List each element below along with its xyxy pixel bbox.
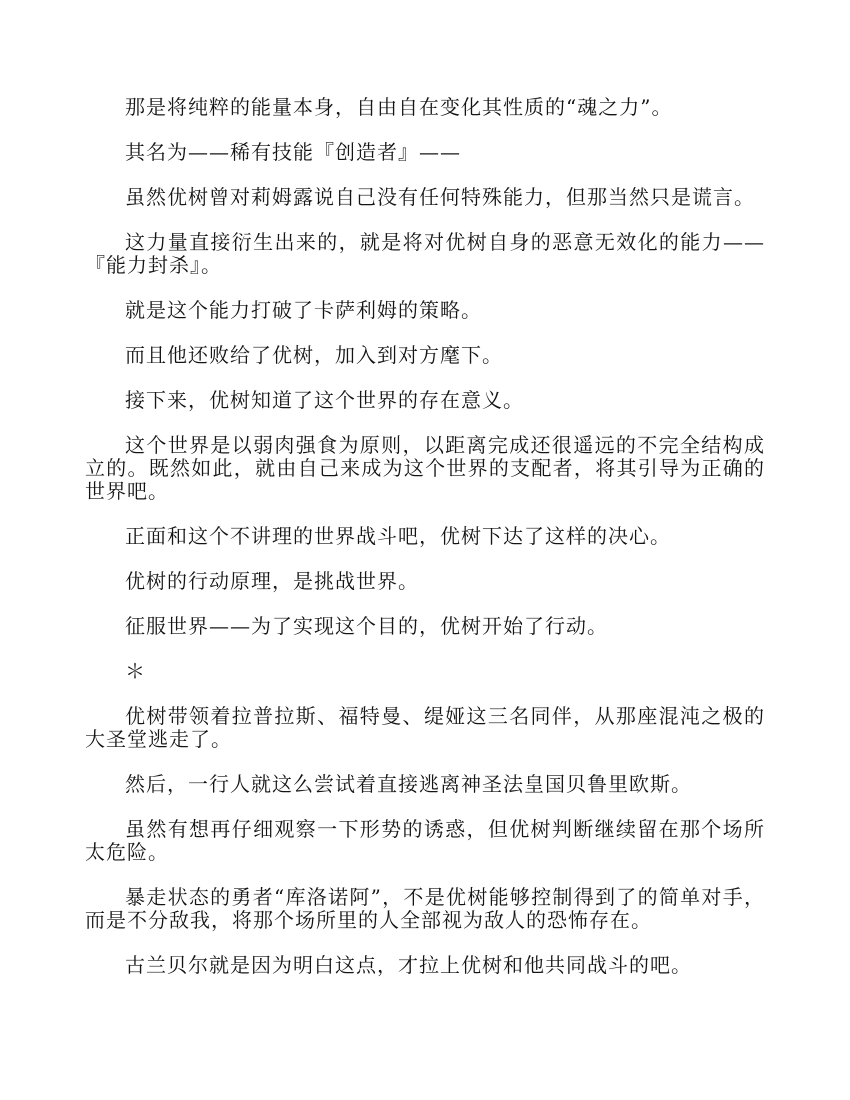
paragraph: 正面和这个不讲理的世界战斗吧，优树下达了这样的决心。 — [125, 524, 671, 548]
paragraph: 就是这个能力打破了卡萨利姆的策略。 — [125, 298, 482, 322]
paragraph: 接下来，优树知道了这个世界的存在意义。 — [125, 388, 524, 412]
section-separator: ＊ — [125, 659, 146, 683]
paragraph: 古兰贝尔就是因为明白这点，才拉上优树和他共同战斗的吧。 — [125, 953, 692, 977]
paragraph: 然后，一行人就这么尝试着直接逃离神圣法皇国贝鲁里欧斯。 — [125, 772, 692, 796]
paragraph: 优树带领着拉普拉斯、福特曼、缇娅这三名同伴，从那座混沌之极的大圣堂逃走了。 — [85, 704, 765, 751]
paragraph: 这个世界是以弱肉强食为原则，以距离完成还很遥远的不完全结构成立的。既然如此，就由自己来成为这个世界的支配者，将其引导为正确的世界吧。 — [85, 433, 765, 503]
paragraph: 暴走状态的勇者“库洛诺阿”，不是优树能够控制得到了的简单对手，而是不分敌我，将那个场所里的人全部视为敌人的恐怖存在。 — [85, 885, 765, 932]
paragraph: 虽然优树曾对莉姆露说自己没有任何特殊能力，但那当然只是谎言。 — [125, 185, 755, 209]
paragraph-container — [85, 96, 765, 977]
paragraph: 优树的行动原理，是挑战世界。 — [125, 569, 419, 593]
paragraph: 这力量直接衍生出来的，就是将对优树自身的恶意无效化的能力——『能力封杀』。 — [85, 230, 765, 277]
paragraph: 而且他还败给了优树，加入到对方麾下。 — [125, 343, 503, 367]
paragraph: 虽然有想再仔细观察一下形势的诱惑，但优树判断继续留在那个场所太危险。 — [85, 817, 765, 864]
paragraph: 那是将纯粹的能量本身，自由自在变化其性质的“魂之力”。 — [125, 95, 673, 119]
paragraph: 其名为——稀有技能『创造者』—— — [125, 140, 461, 164]
paragraph: 征服世界——为了实现这个目的，优树开始了行动。 — [125, 614, 608, 638]
